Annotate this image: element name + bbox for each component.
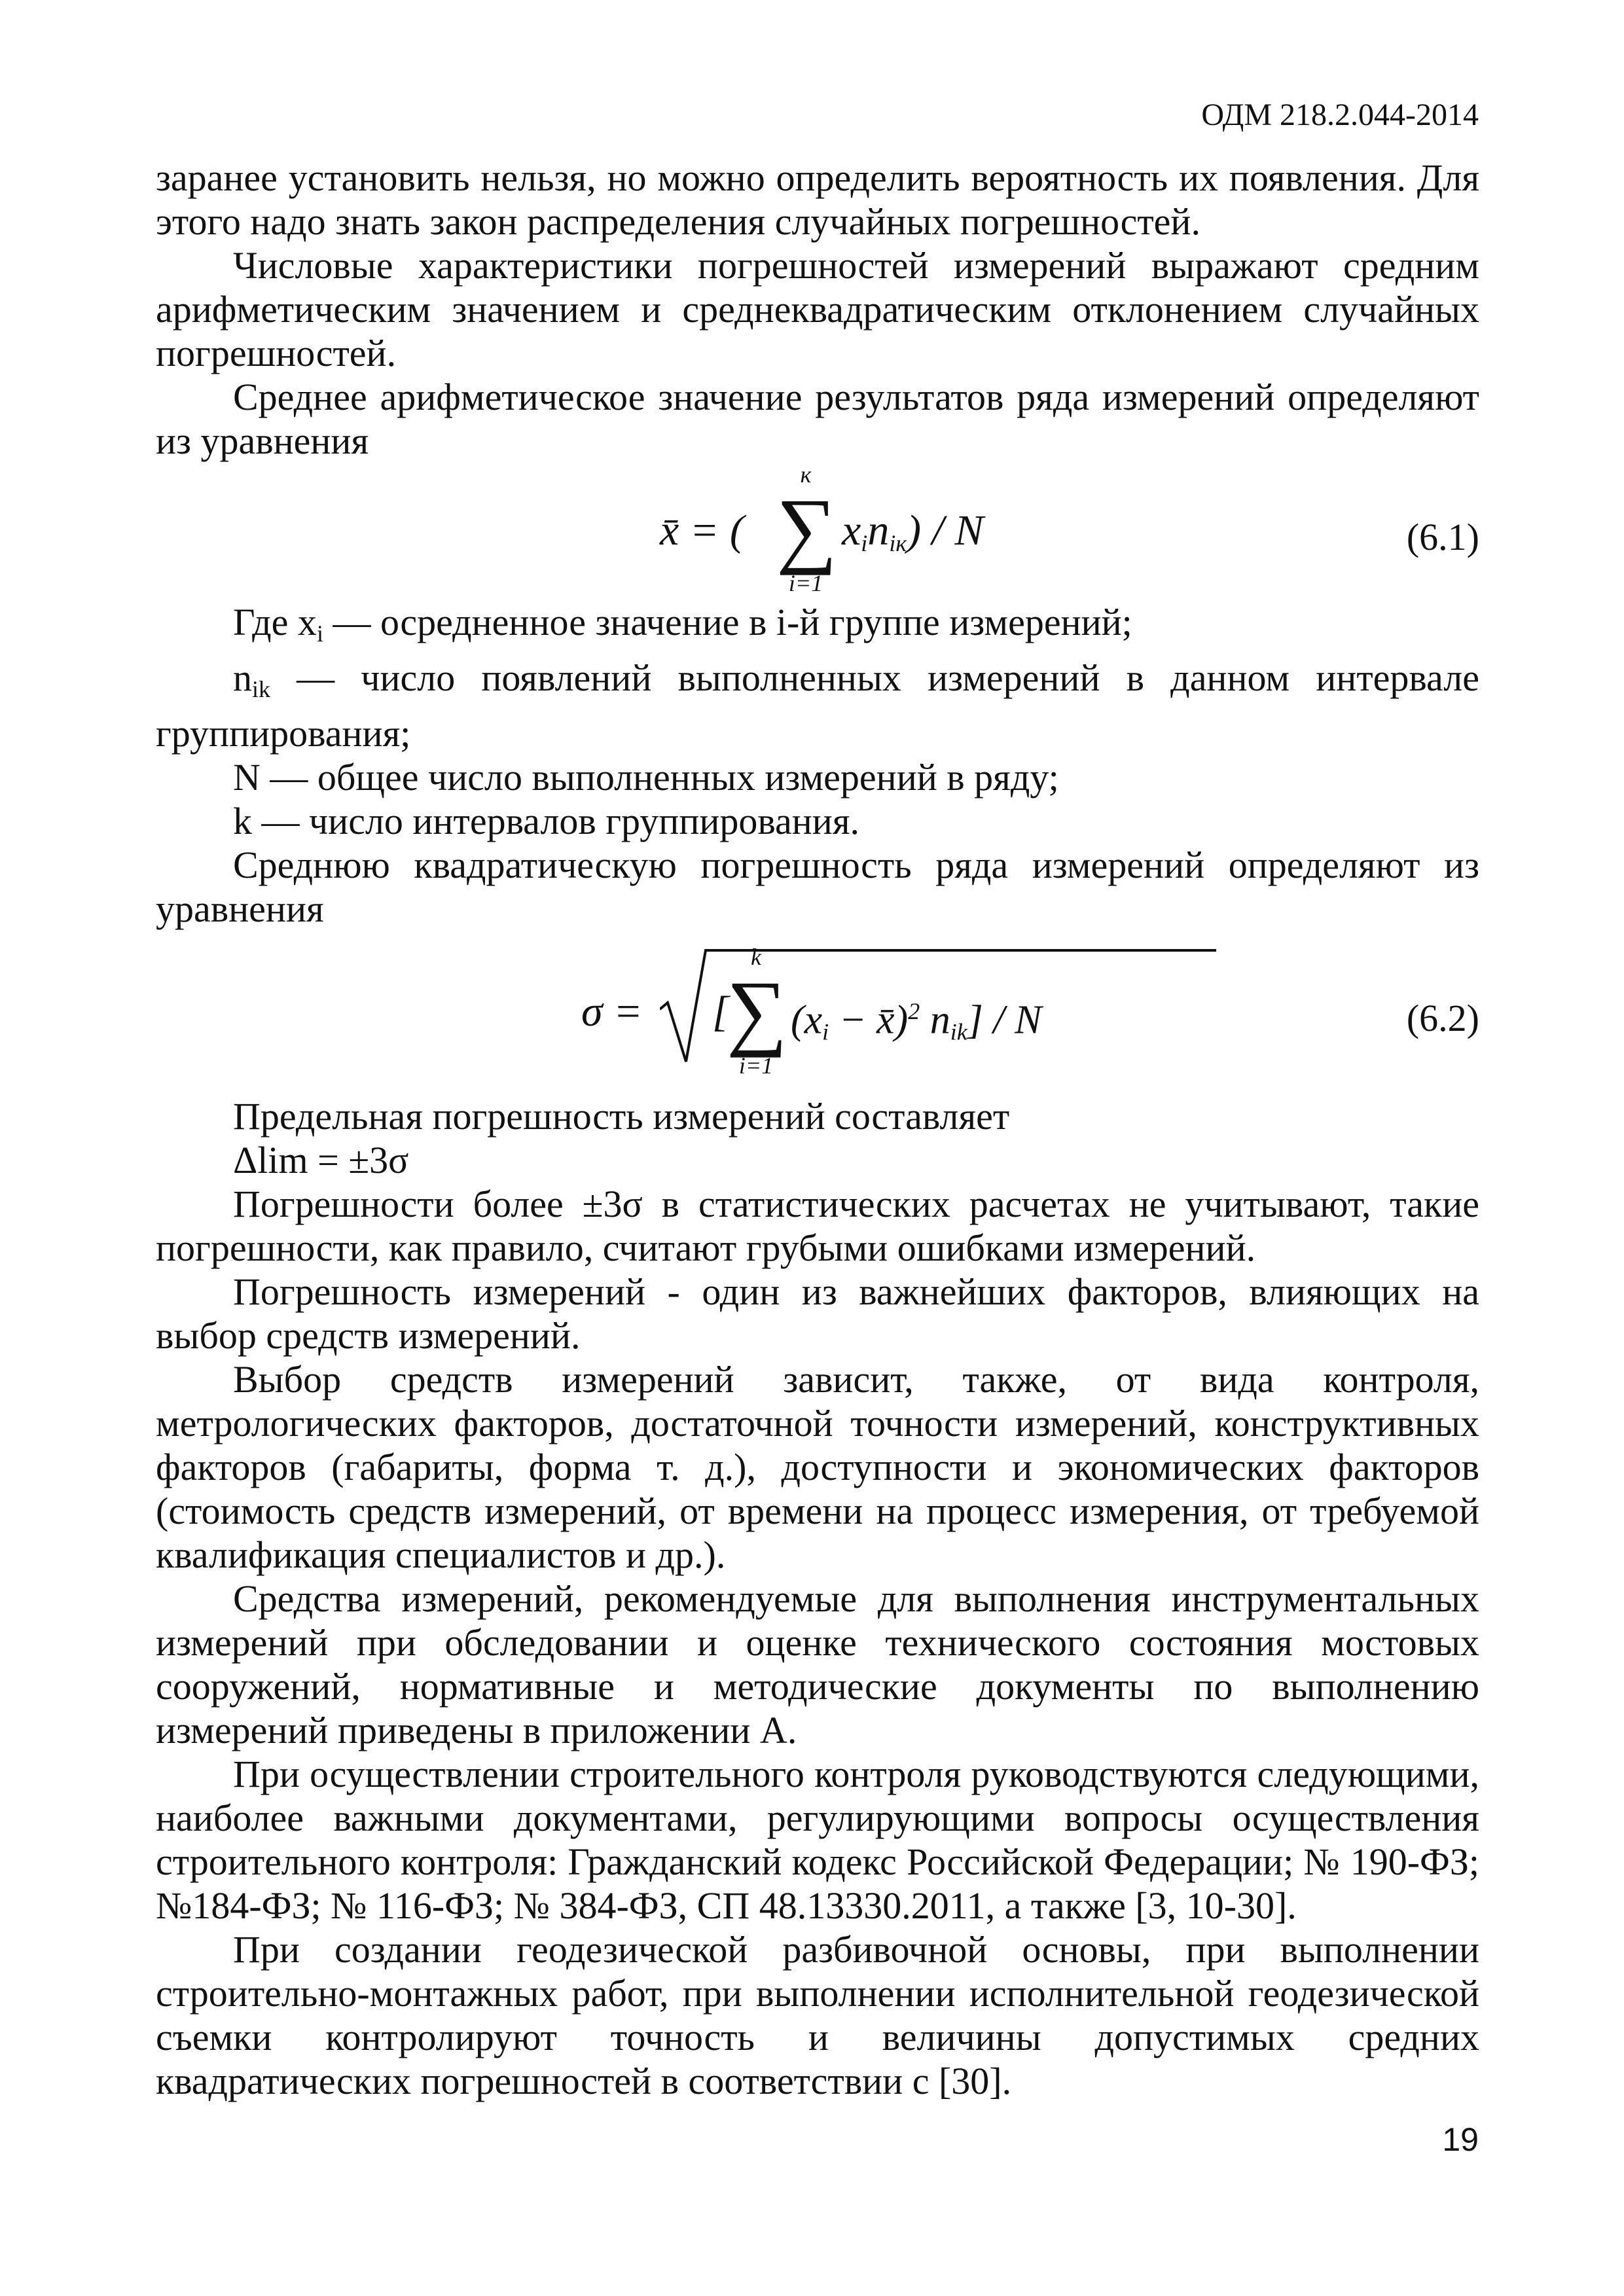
formula-delta-lim: Δlim = ±3σ [233, 1139, 409, 1181]
equation-lhs: x̄ = ( [660, 507, 744, 554]
paragraph: Погрешности более ±3σ в статистических расчетах не учитывают, такие погрешности, как правило, считают грубыми ошибками измерений. [156, 1183, 1479, 1269]
equation-number: (6.2) [1406, 997, 1479, 1039]
paragraph: $n_{ik}$ — число появлений выполненных измерений в данном интервале группирования; [156, 656, 1479, 755]
paragraph: N — общее число выполненных измерений в ряду; [233, 756, 1059, 798]
paragraph: Средства измерений, рекомендуемые для выполнения инструментальных измерений при обследовании и оценке технического состояния мостовых сооружений, нормативные и методические документы по выполнению измерений приведены в приложении А. [156, 1577, 1479, 1751]
paragraph: Числовые характеристики погрешностей измерений выражают средним арифметическим значением и среднеквадратическим отклонением случайных погрешностей. [156, 244, 1479, 374]
equation-body: ($x_i$ − x̄)$^2$ $n_{ik}$] / N [791, 997, 1042, 1045]
page-number: 19 [1442, 2121, 1479, 2158]
equation-body: $x_in_{iк}$) / N [842, 507, 984, 556]
summation: k ∑ i=1 [727, 944, 787, 1079]
paragraph: Погрешность измерений - один из важнейших факторов, влияющих на выбор средств измерений. [156, 1270, 1479, 1357]
equation-6-1 [156, 463, 1479, 600]
equation-number: (6.1) [1406, 516, 1479, 558]
equation-6-2 [156, 931, 1479, 1094]
paragraph: При создании геодезической разбивочной основы, при выполнении строительно-монтажных работ, при выполнении исполнительной геодезической съемки контролируют точность и величины допустимых средних квадратических погрешностей в соответствии с [30]. [156, 1928, 1479, 2102]
paragraph: Среднее арифметическое значение результатов ряда измерений определяют из уравнения [156, 376, 1479, 462]
paragraph: Где $x_i$ — осредненное значение в i-й группе измерений; [233, 601, 1132, 647]
page-body [156, 156, 1479, 2103]
paragraph: k — число интервалов группирования. [233, 800, 860, 842]
equation-lhs: σ = [581, 988, 643, 1035]
paragraph: Предельная погрешность измерений составляет [233, 1095, 1010, 1138]
summation: к ∑ i=1 [776, 461, 837, 596]
paragraph: Среднюю квадратическую погрешность ряда измерений определяют из уравнения [156, 844, 1479, 930]
paragraph: При осуществлении строительного контроля руководствуются следующими, наиболее важными документами, регулирующими вопросы осуществления строительного контроля: Гражданский кодекс Российской Федерации; № 190-ФЗ; №184-ФЗ; № 116-ФЗ; № 384-ФЗ, СП 48.13330.2011, а также [3, 10-30]. [156, 1753, 1479, 1927]
paragraph: заранее установить нельзя, но можно определить вероятность их появления. Для этого надо знать закон распределения случайных погрешностей. [156, 156, 1479, 243]
document-code: ОДМ 218.2.044-2014 [1201, 98, 1479, 132]
paragraph: Выбор средств измерений зависит, также, от вида контроля, метрологических факторов, достаточной точности измерений, конструктивных факторов (габариты, форма т. д.), доступности и экономических факторов (стоимость средств измерений, от времени на процесс измерения, от требуемой квалификация специалистов и др.). [156, 1358, 1479, 1576]
bracket-open: [ [712, 988, 729, 1035]
